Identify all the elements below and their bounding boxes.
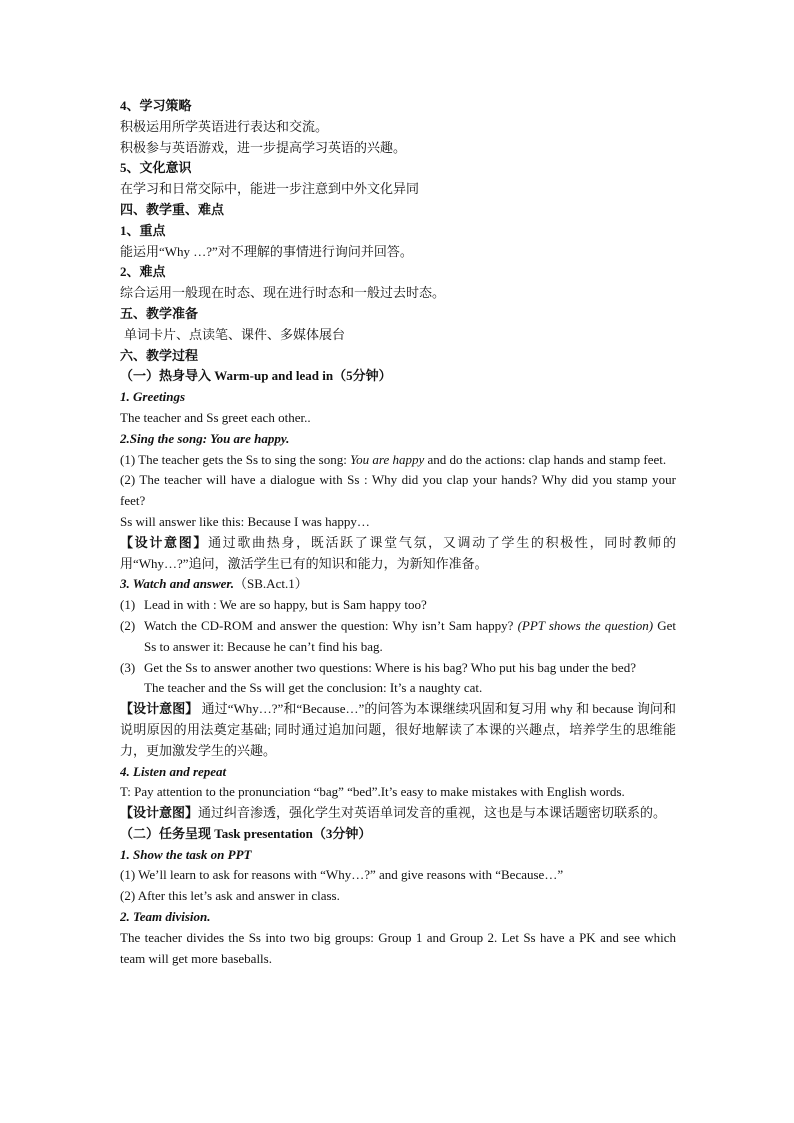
text-run: Watch the CD-ROM and answer the question: Why isn’t Sam happy? [144,617,518,633]
document-body [120,96,676,969]
numbered-item [120,658,676,700]
paragraph: 综合运用一般现在时态、现在进行时态和一般过去时态。 [120,285,446,301]
paragraph: (2) After this let’s ask and answer in class. [120,888,340,904]
design-text: 通过“Why…?”和“Because…”的问答为本课继续巩固和复习用 why 和 because 询问和说明原因的用法奠定基础; 同时通过追加问题，很好地解读了本课的兴趣点，培养学生的思维能力，更加激发学生的兴趣。 [120,701,676,758]
design-tag: 【设计意图】 [120,805,199,821]
step-title: 2. Team division. [120,909,211,925]
text-run: Get the Ss to answer another two questions: Where is his bag? Who put his bag under the bed? [144,659,636,675]
numbered-item [120,595,676,616]
step-title: 4. Listen and repeat [120,763,227,779]
item-number: (1) [120,597,136,613]
step-title-line [120,574,676,595]
paragraph: 单词卡片、点读笔、课件、多媒体展台 [124,326,346,342]
item-number: (2) [120,617,136,633]
paragraph: The teacher divides the Ss into two big groups: Group 1 and Group 2. Let Ss have a PK and see which team will get more baseballs. [120,929,676,966]
paragraph: (2) The teacher will have a dialogue with Ss : Why did you clap your hands? Why did you stamp your feet? [120,472,676,509]
item-number: (3) [120,659,136,675]
item-text [144,658,676,700]
step-reference: （SB.Act.1） [234,576,308,592]
text-run: and do the actions: clap hands and stamp feet. [424,451,667,467]
text-run: (1) The teacher gets the Ss to sing the song: [120,451,351,467]
item-continuation: The teacher and the Ss will get the conclusion: It’s a naughty cat. [144,680,483,696]
section-heading: 五、教学准备 [120,305,199,321]
step-title: 2.Sing the song: You are happy. [120,430,290,446]
section-heading: 5、文化意识 [120,160,192,176]
design-note [120,533,676,575]
step-title: 1. Greetings [120,389,185,405]
paragraph: The teacher and Ss greet each other.. [120,409,311,425]
paragraph: 积极参与英语游戏，进一步提高学习英语的兴趣。 [120,139,407,155]
section-heading: 六、教学过程 [120,347,199,363]
part-heading: （二）任务呈现 Task presentation（3分钟） [120,825,372,841]
design-tag: 【设计意图】 [120,534,209,550]
design-text: 通过纠音渗透，强化学生对英语单词发音的重视，这也是与本课话题密切联系的。 [198,805,667,821]
design-text: 通过歌曲热身，既活跃了课堂气氛，又调动了学生的积极性，同时教师的用“Why…?”追问，激活学生已有的知识和能力，为新知作准备。 [120,534,676,571]
paragraph: T: Pay attention to the pronunciation “bag” “bed”.It’s easy to make mistakes with English words. [120,784,625,800]
subsection-heading: 2、难点 [120,264,166,280]
subsection-heading: 1、重点 [120,222,166,238]
text-run-italic: (PPT shows the question) [517,617,654,633]
paragraph: Ss will answer like this: Because I was happy… [120,513,370,529]
step-title: 3. Watch and answer. [120,576,235,592]
section-heading: 四、教学重、难点 [120,201,225,217]
paragraph: 积极运用所学英语进行表达和交流。 [120,118,329,134]
section-heading: 4、学习策略 [120,98,192,113]
step-title: 1. Show the task on PPT [120,846,252,862]
text-run: Get Ss to answer it: Because he can’t find his bag. [144,617,676,654]
design-note [120,699,676,761]
item-text: Lead in with : We are so happy, but is Sam happy too? [144,597,427,613]
paragraph: 能运用“Why …?”对不理解的事情进行询问并回答。 [120,243,413,259]
design-note [120,803,676,824]
paragraph [120,450,676,471]
design-tag: 【设计意图】 [120,701,199,717]
song-title: You are happy [350,451,425,467]
item-text [144,616,676,658]
numbered-item [120,616,676,658]
paragraph: (1) We’ll learn to ask for reasons with “Why…?” and give reasons with “Because…” [120,867,564,883]
paragraph: 在学习和日常交际中，能进一步注意到中外文化异同 [120,181,420,197]
part-heading: （一）热身导入 Warm-up and lead in（5分钟） [120,368,392,384]
